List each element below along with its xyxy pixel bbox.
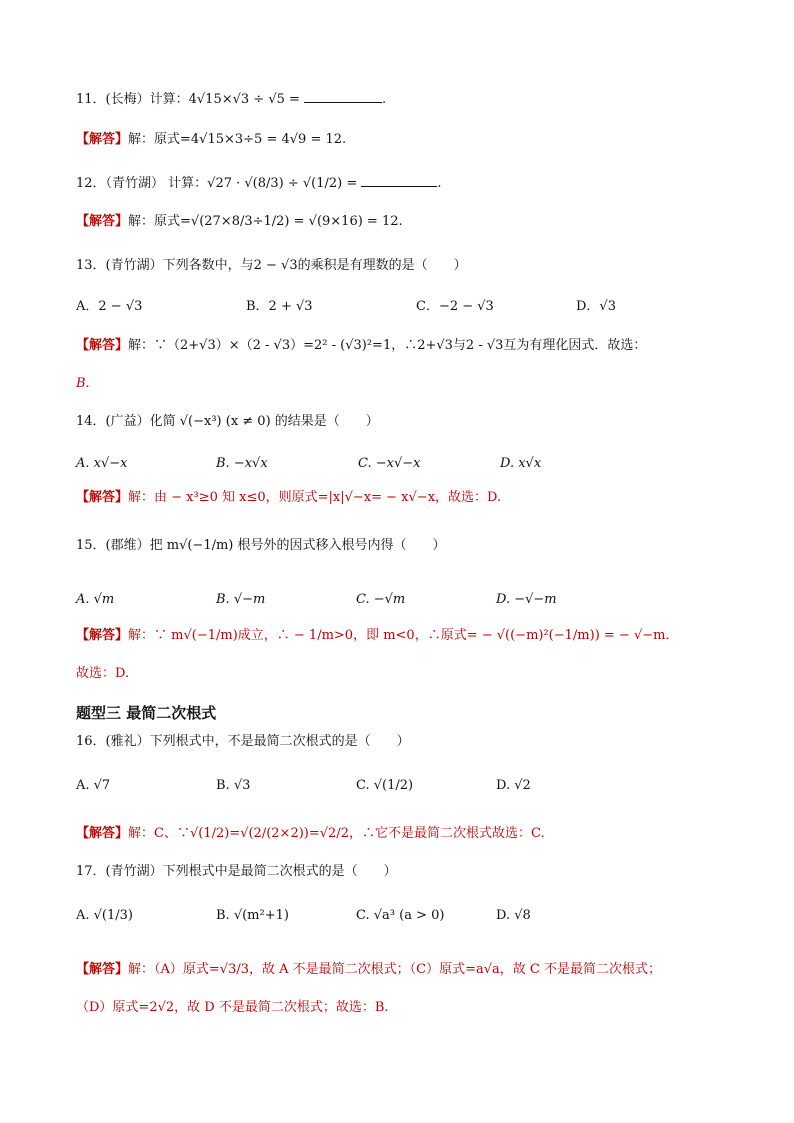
q16-option-c: C. √(1/2) (356, 778, 414, 793)
q16-option-a: A. √7 (76, 778, 111, 793)
q14-option-c: C. −x√−x (358, 456, 421, 471)
q15-option-b: B. √−m (216, 592, 266, 607)
q17-answer-tag: 【解答】 (76, 962, 129, 977)
q15-option-c: C. −√m (356, 592, 406, 607)
q17-answer-text: 解：（A）原式=√3/3，故 A 不是最简二次根式；（C）原式=a√a，故 C 不是最简二次根式； (128, 962, 661, 977)
q11-stem: 11．(长梅）计算：4√15×√3 ÷ √5 = . (76, 88, 386, 110)
q15-answer-choice: 故选：D. (76, 666, 130, 681)
q11-stem-text: 11．(长梅）计算：4√15×√3 ÷ √5 = (76, 92, 300, 107)
q15-answer (76, 626, 678, 646)
q15-answer-line2 (76, 664, 129, 684)
q16-answer (76, 824, 545, 844)
q14-answer-tag: 【解答】 (76, 490, 129, 505)
q12-answer-tag: 【解答】 (76, 214, 129, 229)
q15-answer-text: 解：∵ m√(−1/m)成立，∴ − 1/m>0，即 m<0，∴原式= − √((−m)²(−1/m)) = − √−m． (128, 628, 679, 643)
q14-answer (76, 488, 501, 508)
q17-answer (76, 960, 661, 980)
q13-option-c: C．−2 − √3 (416, 299, 494, 314)
q12-answer-blank (361, 172, 437, 187)
q13-answer-text: 解：∵（2+√3）×（2 - √3）=2² - (√3)²=1，∴2+√3与2 - √3互为有理化因式．故选： (128, 338, 647, 353)
q16-answer-text: 解：C、∵√(1/2)=√(2/(2×2))=√2/2，∴它不是最简二次根式故选：C. (128, 826, 545, 841)
q11-answer-blank (304, 88, 382, 103)
q13-option-b: B．2 + √3 (246, 299, 313, 314)
q11-answer-text: 解：原式=4√15×3÷5 = 4√9 = 12. (128, 132, 347, 147)
q11-answer (76, 130, 346, 150)
q17-option-d: D. √8 (496, 908, 531, 923)
q12-answer (76, 212, 403, 232)
q13-option-a: A．2 − √3 (76, 299, 143, 314)
q17-answer-line2 (76, 998, 389, 1018)
q12-stem-text: 12．（青竹湖） 计算：√27 · √(8/3) ÷ √(1/2) = (76, 176, 358, 191)
q16-option-d: D. √2 (496, 778, 531, 793)
q13-answer-choice: B. (76, 376, 90, 391)
q11-answer-tag: 【解答】 (76, 132, 129, 147)
q16-answer-tag: 【解答】 (76, 826, 129, 841)
q14-option-d: D. x√x (500, 456, 542, 471)
q13-answer (76, 336, 646, 356)
q15-option-d: D. −√−m (496, 592, 557, 607)
q17-stem: 17．(青竹湖）下列根式中是最简二次根式的是（ ） (76, 864, 397, 879)
q17-answer-text-2: （D）原式=2√2，故 D 不是最简二次根式；故选：B. (76, 1000, 389, 1015)
q14-stem: 14．(广益）化简 √(−x³) (x ≠ 0) 的结果是（ ） (76, 414, 379, 429)
q16-option-b: B. √3 (216, 778, 251, 793)
q13-answer-tag: 【解答】 (76, 338, 129, 353)
q17-option-a: A. √(1/3) (76, 908, 134, 923)
q17-option-c: C. √a³ (a > 0) (356, 908, 445, 923)
section-heading: 题型三 最简二次根式 (76, 704, 217, 722)
q14-option-b: B. −x√x (216, 456, 268, 471)
q12-stem: 12．（青竹湖） 计算：√27 · √(8/3) ÷ √(1/2) = . (76, 172, 442, 194)
q15-option-a: A. √m (76, 592, 115, 607)
q15-stem: 15．(郡维）把 m√(−1/m) 根号外的因式移入根号内得（ ） (76, 538, 446, 553)
q13-stem: 13．(青竹湖）下列各数中，与2 − √3的乘积是有理数的是（ ） (76, 258, 467, 273)
q13-option-d: D．√3 (576, 299, 616, 314)
q16-stem: 16．(雅礼）下列根式中，不是最简二次根式的是（ ） (76, 734, 410, 749)
q12-answer-text: 解：原式=√(27×8/3÷1/2) = √(9×16) = 12. (128, 214, 403, 229)
q17-option-b: B. √(m²+1) (216, 908, 289, 923)
q14-answer-text: 解：由 − x³≥0 知 x≤0，则原式=|x|√−x= − x√−x，故选：D. (128, 490, 502, 505)
q14-option-a: A. x√−x (76, 456, 128, 471)
q15-answer-tag: 【解答】 (76, 628, 129, 643)
